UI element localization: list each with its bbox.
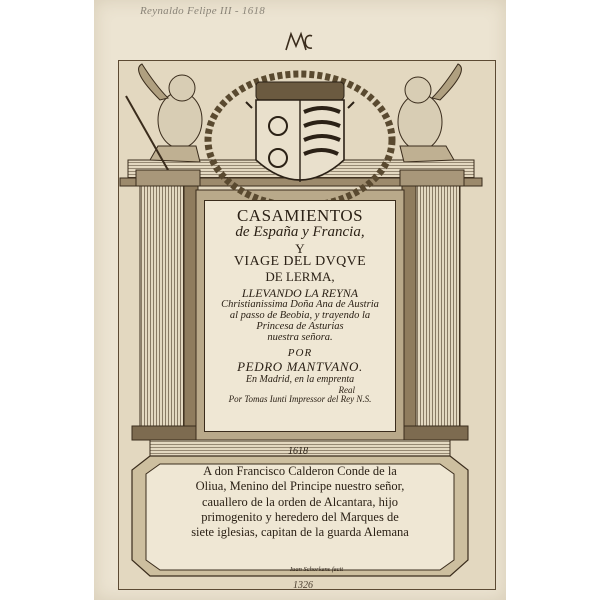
right-cherub	[398, 64, 461, 162]
author-name: PEDRO MANTVANO.	[237, 359, 363, 374]
title-line: DE LERMA,	[265, 269, 335, 284]
title-line: Y	[295, 241, 305, 256]
title-line: CASAMIENTOS	[236, 207, 364, 225]
dedication-line: primogenito y heredero del Marques de	[201, 509, 399, 524]
dedication-line: Oliua, Menino del Principe nuestro señor,	[195, 479, 405, 494]
title-line: nuestra señora.	[267, 332, 333, 344]
title-line: POR	[287, 348, 313, 360]
title-line: LLEVANDO LA REYNA	[241, 286, 359, 300]
right-pillar	[396, 170, 468, 440]
engraver-signature: Iuan Schorkens fecit	[290, 566, 344, 573]
dedication-line: cauallero de la orden de Alcantara, hijo	[201, 494, 399, 509]
manuscript-note: Reynaldo Felipe III - 1618	[140, 5, 266, 17]
imprint-line: En Madrid, en la emprenta	[245, 375, 355, 386]
dedication-block	[168, 464, 432, 572]
imprint-line: Real	[338, 385, 355, 395]
title-line: VIAGE DEL DVQVE	[233, 255, 367, 270]
dedication-line: siete iglesias, capitan de la guarda Alemana	[191, 525, 409, 539]
title-line: al passo de Beobia, y trayendo la	[229, 310, 371, 322]
left-pillar	[132, 170, 204, 440]
dedication-line: A don Francisco Calderon Conde de la	[203, 464, 397, 478]
title-line: Princesa de Asturias	[256, 321, 344, 333]
imprint-line: Por Tomas Iunti Impressor del Rey N.S.	[228, 395, 372, 405]
left-cherub	[126, 64, 202, 170]
title-cartouche	[204, 200, 396, 432]
title-line: Christianissima Doña Ana de Austria	[221, 299, 379, 311]
page-number: 1326	[293, 580, 313, 591]
title-line: de España y Francia,	[235, 224, 365, 240]
publication-year: 1618	[288, 446, 308, 457]
